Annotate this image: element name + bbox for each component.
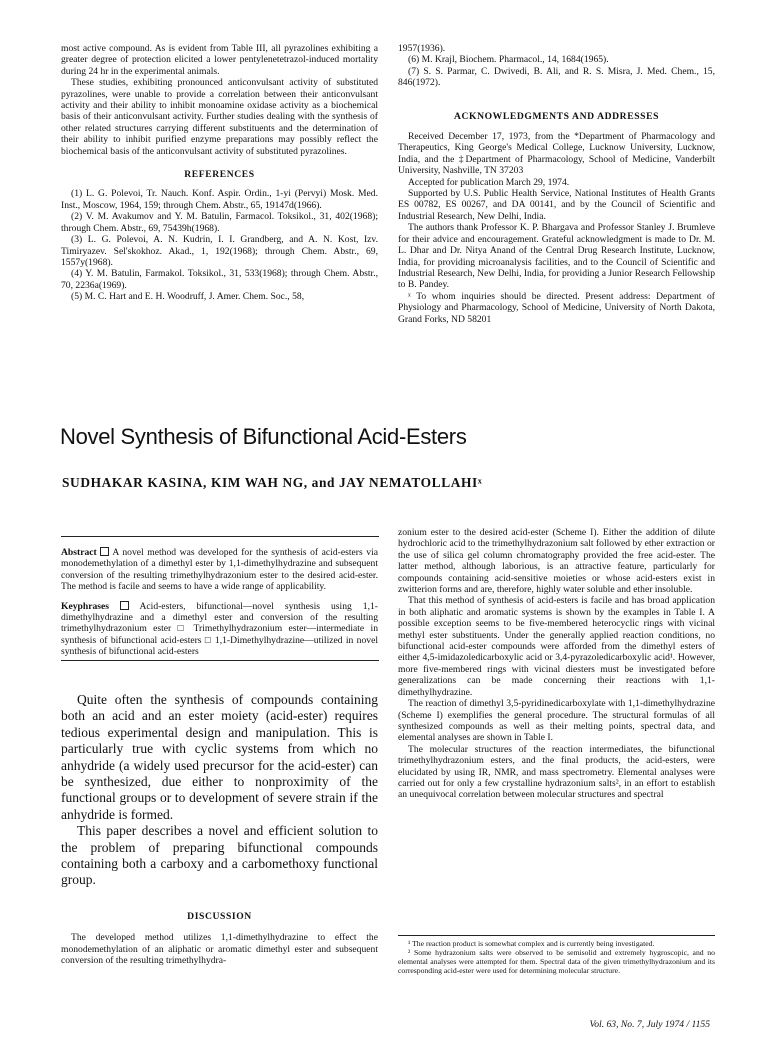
right-column-body (398, 527, 715, 801)
reference-item: (4) Y. M. Batulin, Farmakol. Toksikol., 31, 533(1968); through Chem. Abstr., 70, 2236a(1969). (61, 268, 378, 291)
article-title: Novel Synthesis of Bifunctional Acid-Esters (60, 424, 467, 449)
page-footer: Vol. 63, No. 7, July 1974 / 1155 (589, 1019, 710, 1030)
top-left-column (61, 43, 378, 303)
ack-paragraph: Supported by U.S. Public Health Service, National Institutes of Health Grants ES 00782, ES 00267, and DA 00141, and by the Council of Scientific and Industrial Research, New Delhi, India. (398, 188, 715, 222)
paragraph: most active compound. As is evident from Table III, all pyrazolines exhibiting a greater degree of protection elicited a lower pentylenetetrazol-induced mortality during 24 hr in the experimental animals. (61, 43, 378, 77)
references-heading: REFERENCES (184, 169, 255, 181)
abstract-top-rule (61, 536, 379, 537)
discussion-section (61, 911, 378, 967)
article-authors: SUDHAKAR KASINA, KIM WAH NG, and JAY NEMATOLLAHIˣ (62, 475, 483, 490)
body-paragraph: The molecular structures of the reaction intermediates, the bifunctional trimethylhydrazonium esters, and the final products, the acid-esters, were elucidated by using IR, NMR, and mass spectrometry. Elemental analyses were carried out for only a few crystalline hydrazonium salts², in an effort to establish an unequivocal correlation between molecular structures and spectral (398, 743, 715, 801)
abstract-section (61, 547, 378, 658)
paragraph: These studies, exhibiting pronounced anticonvulsant activity of substituted pyrazolines, were unable to provide a correlation between their anticonvulsant activity and their ability to inhibit monoamine oxidase activity as a biochemical basis of their anticonvulsant activity. Further studies dealing with the synthesis of other related structures carrying different substituents and the determination of their ability to inhibit purified enzyme preparations may possibly reflect the biochemical basis of the anticonvulsant activity of substituted pyrazolines. (61, 77, 378, 157)
ack-paragraph: Received December 17, 1973, from the *Department of Pharmacology and Therapeutics, King George's Medical College, Lucknow University, Lucknow, India, and the ‡Department of Pharmacology, School of Medicine, Vanderbilt University, Nashville, TN 37203 (398, 131, 715, 177)
ack-paragraph: ˣ To whom inquiries should be directed. Present address: Department of Physiology and Pharmacology, School of Medicine, University of North Dakota, Grand Forks, ND 58201 (398, 290, 715, 325)
reference-item: (6) M. Krajl, Biochem. Pharmacol., 14, 1684(1965). (408, 54, 609, 66)
body-paragraph: zonium ester to the desired acid-ester (Scheme I). Either the addition of dilute hydrochloric acid to the trimethylhydrazonium salt followed by ether extraction or the use of silica gel column chromatography provided the free acid-ester. The latter method, although laborious, is an attractive feature, particularly for compounds containing acid-sensitive moieties or whose acid-esters exist in zwitterion forms and are, therefore, highly water soluble and ether insoluble. (398, 527, 715, 596)
body-paragraph: The reaction of dimethyl 3,5-pyridinedicarboxylate with 1,1-dimethylhydrazine (Scheme I) exemplifies the general procedure. The structural formulas of all synthesized compounds as well as their melting points, spectral data, and elemental analyses are shown in Table I. (398, 698, 715, 744)
keyphrases-label: Keyphrases (61, 600, 109, 612)
footnote: ² Some hydrazonium salts were observed to be semisolid and extremely hygroscopic, and no elemental analyses were attempted for them. Spectral data of the given trimethylhydrazonium and its corresponding acid-ester were used for determining molecular structure. (398, 948, 715, 975)
top-right-column (398, 43, 715, 325)
reference-item: (3) L. G. Polevoi, A. N. Kudrin, I. I. Grandberg, and A. N. Kost, Izv. Timiryazev. Sel'skokhoz. Akad., 1, 192(1968); through Chem. Abstr., 69, 1557y(1968). (61, 234, 378, 268)
discussion-paragraph: The developed method utilizes 1,1-dimethylhydrazine to effect the monodemethylation of an aliphatic or aromatic dimethyl ester and subsequent conversion of the resulting trimethylhydra- (61, 932, 378, 967)
reference-item: (5) M. C. Hart and E. H. Woodruff, J. Amer. Chem. Soc., 58, (71, 291, 305, 303)
abstract-text: A novel method was developed for the synthesis of acid-esters via monodemethylation of a dimethyl ester by 1,1-dimethylhydrazine and subsequent conversion of the resulting trimethylhydrazonium ester to the desired acid-ester. The method is facile and seems to have a wide range of applicability. (61, 547, 379, 593)
intro-paragraph: Quite often the synthesis of compounds containing both an acid and an ester moiety (acid-ester) requires tedious experimental design and manipulation. This is particularly true with cyclic systems from which no anhydride (a widely used precursor for the acid-ester) can be synthesized, due either to nonproximity of the functional groups or to development of severe strain if the anhydride is formed. (61, 692, 378, 822)
footnote: ¹ The reaction product is somewhat complex and is currently being investigated. (408, 939, 655, 948)
reference-item: (2) V. M. Avakumov and Y. M. Batulin, Farmacol. Toksikol., 31, 402(1968); through Chem. Abstr., 69, 75439h(1968). (61, 211, 378, 234)
acknowledgments-heading: ACKNOWLEDGMENTS AND ADDRESSES (453, 110, 660, 122)
abstract-paragraph (61, 547, 378, 593)
footnotes (398, 939, 715, 975)
reference-item: (1) L. G. Polevoi, Tr. Nauch. Konf. Aspir. Ordin., 1-yi (Pervyi) Mosk. Med. Inst., Moscow, 1964, 159; through Chem. Abstr., 65, 19147d(1966). (61, 188, 378, 211)
box-icon (120, 601, 129, 610)
references-list (61, 188, 378, 302)
abstract-bottom-rule (61, 660, 379, 661)
ack-paragraph: The authors thank Professor K. P. Bhargava and Professor Stanley J. Brumleve for their advice and encouragement. Grateful acknowledgment is made to Dr. M. L. Dhar and Dr. Nitya Anand of the Central Drug Research Institute, Lucknow, India, for providing microanalysis facilities, and to the Council of Scientific and Industrial Research, New Delhi, India, for providing a Junior Research Fellowship to B. Pandey. (398, 222, 715, 291)
discussion-heading: DISCUSSION (187, 911, 252, 922)
ack-paragraph: Accepted for publication March 29, 1974. (408, 176, 570, 188)
body-paragraph: That this method of synthesis of acid-esters is facile and has broad application in both aliphatic and aromatic systems is shown by the examples in Table I. A possible exception seems to be five-membered heterocyclic rings with vicinal methyl ester substituents. Under the generally applied reaction conditions, no bifunctional acid-ester compounds were afforded from the dimethyl esters of either 4,5-imidazoledicarboxylic acid or 3,4-pyrazoledicarboxylic acid¹. However, more five-membered rings with vicinal diesters must be investigated before generalizations can be made concerning their reactions with 1,1-dimethylhydrazine. (398, 595, 715, 698)
reference-item: (7) S. S. Parmar, C. Dwivedi, B. Ali, and R. S. Misra, J. Med. Chem., 15, 846(1972). (398, 65, 715, 89)
keyphrases-text: Acid-esters, bifunctional—novel synthesis using 1,1-dimethylhydrazine and a dimethyl ester and conversion of the resulting trimethylhydrazonium ester □ Trimethylhydrazonium ester—intermediate in synthesis of bifunctional acid-esters □ 1,1-Dimethylhydrazine—utilized in novel synthesis of bifunctional acid-esters (61, 600, 378, 658)
reference-continuation: 1957(1936). (398, 43, 446, 54)
intro-paragraph: This paper describes a novel and efficient solution to the problem of preparing bifunctional compounds containing both a carboxy and a carbomethoxy functional group. (61, 823, 378, 888)
footnote-rule (398, 935, 715, 936)
keyphrases-paragraph (61, 601, 378, 658)
abstract-label: Abstract (61, 547, 97, 558)
introduction (61, 692, 378, 889)
box-icon (100, 547, 109, 556)
